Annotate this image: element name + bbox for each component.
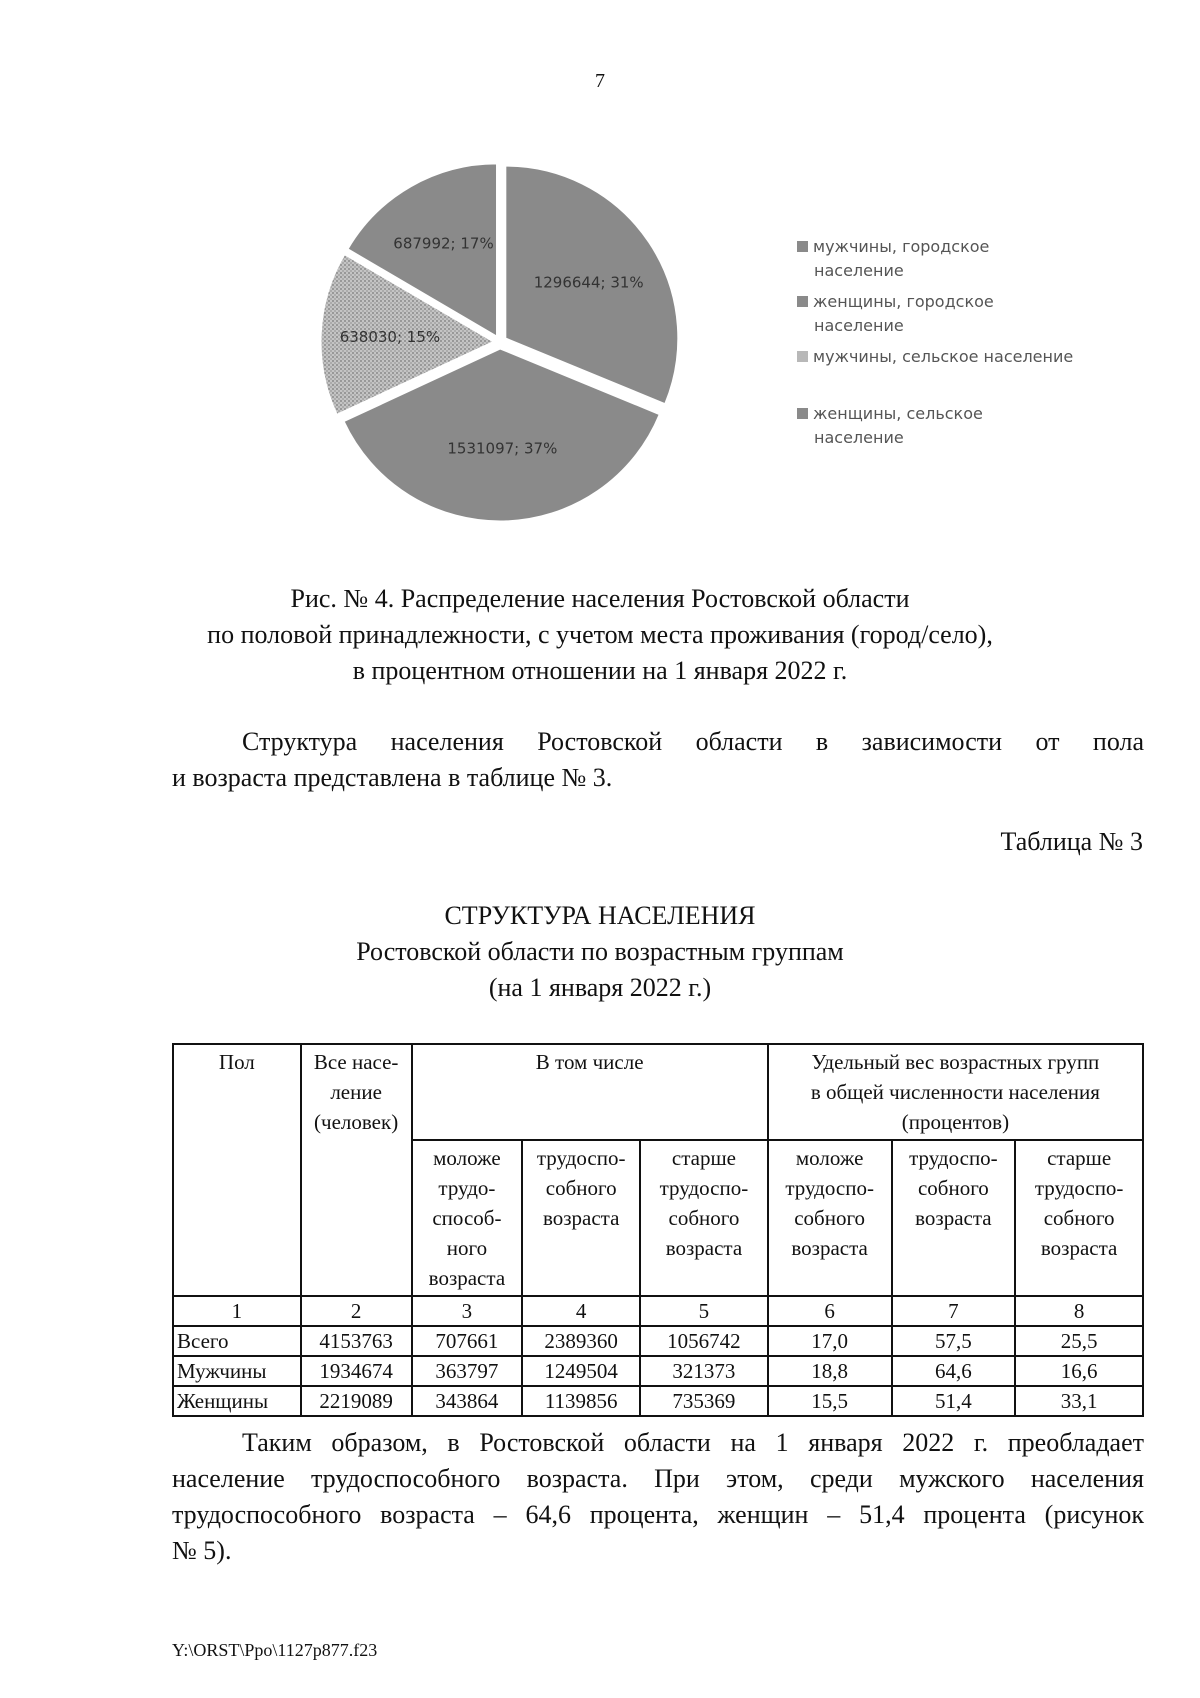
header-line: возраста	[542, 1206, 620, 1230]
legend-swatch-urban-men	[797, 241, 808, 252]
header-line: возраста	[915, 1206, 992, 1230]
header-line: ного	[446, 1236, 488, 1260]
table-cell: Женщины	[173, 1386, 301, 1416]
header-line: старше	[671, 1146, 736, 1170]
table-cell: 735369	[640, 1386, 768, 1416]
header-older	[640, 1140, 768, 1296]
legend-swatch-rural-men	[797, 351, 808, 362]
legend-item-urban-men	[797, 235, 1127, 283]
header-total	[301, 1044, 412, 1296]
table-cell: 57,5	[892, 1326, 1016, 1356]
header-line: моложе	[433, 1146, 501, 1170]
column-number: 3	[412, 1296, 523, 1326]
table-cell: 1934674	[301, 1356, 412, 1386]
legend-swatch-urban-women	[797, 296, 808, 307]
header-line: возраста	[1040, 1236, 1118, 1260]
paragraph-1-line-2: и возраста представлена в таблице № 3.	[172, 763, 613, 792]
pie-chart	[300, 160, 700, 560]
table-label: Таблица № 3	[1000, 827, 1143, 856]
legend-label-line2: население	[814, 428, 904, 447]
header-line: трудоспо-	[785, 1176, 874, 1200]
table-cell: 64,6	[892, 1356, 1016, 1386]
header-line: трудоспо-	[536, 1146, 626, 1170]
table-cell: 2389360	[522, 1326, 640, 1356]
legend-swatch-rural-women	[797, 408, 808, 419]
header-line: возраста	[428, 1266, 506, 1290]
legend-label: мужчины, городское	[813, 237, 990, 256]
legend-label-line2: население	[814, 316, 904, 335]
header-share-line: в общей численности населения	[810, 1080, 1100, 1104]
header-total-line: (человек)	[314, 1110, 399, 1134]
pie-slice-label: 638030; 15%	[339, 327, 441, 346]
figure-caption-line-2: по половой принадлежности, с учетом места проживания (город/село),	[207, 620, 993, 649]
table-cell: 1249504	[522, 1356, 640, 1386]
paragraph-2-line-1: Таким образом, в Ростовской области на 1 января 2022 г. преобладает	[242, 1428, 1144, 1457]
header-working	[522, 1140, 640, 1296]
paragraph-2-line-4: № 5).	[172, 1536, 232, 1565]
legend-item-rural-women	[797, 402, 1127, 450]
column-number: 6	[768, 1296, 892, 1326]
table-row	[173, 1356, 1143, 1386]
header-line: трудоспо-	[1034, 1176, 1124, 1200]
header-line: собного	[917, 1176, 989, 1200]
column-number: 5	[640, 1296, 768, 1326]
pie-slice-label: 687992; 17%	[393, 234, 494, 253]
header-line: моложе	[795, 1146, 864, 1170]
header-total-line: ление	[330, 1080, 382, 1104]
pie-slice-label: 1296644; 31%	[533, 273, 644, 292]
header-line: собного	[794, 1206, 866, 1230]
file-path-footer: Y:\ORST\Ppo\1127p877.f23	[172, 1640, 378, 1660]
table-row	[173, 1326, 1143, 1356]
legend-label: женщины, городское	[813, 292, 994, 311]
figure-caption-line-1: Рис. № 4. Распределение населения Ростовской области	[290, 584, 910, 613]
table-cell: Всего	[173, 1326, 301, 1356]
table-cell: 343864	[412, 1386, 523, 1416]
table-cell: 363797	[412, 1356, 523, 1386]
table-cell: 707661	[412, 1326, 523, 1356]
header-sex: Пол	[173, 1044, 301, 1296]
legend-item-urban-women	[797, 290, 1127, 338]
header-share-line: Удельный вес возрастных групп	[811, 1050, 1100, 1074]
table-cell: 1056742	[640, 1326, 768, 1356]
header-line: способ-	[432, 1206, 502, 1230]
legend-label: женщины, сельское	[813, 404, 983, 423]
figure-caption-line-3: в процентном отношении на 1 января 2022 г.	[352, 656, 848, 685]
column-number: 8	[1015, 1296, 1143, 1326]
table-cell: 15,5	[768, 1386, 892, 1416]
header-working-pct	[892, 1140, 1016, 1296]
table-cell: Мужчины	[173, 1356, 301, 1386]
pie-chart-svg	[300, 160, 700, 560]
paragraph-2-line-3: трудоспособного возраста – 64,6 процента, женщин – 51,4 процента (рисунок	[172, 1500, 1144, 1529]
header-line: трудоспо-	[659, 1176, 749, 1200]
header-including: В том числе	[412, 1044, 768, 1140]
header-line: собного	[545, 1176, 617, 1200]
population-structure-table	[172, 1043, 1144, 1417]
table-cell: 4153763	[301, 1326, 412, 1356]
column-number-row	[173, 1296, 1143, 1326]
table-title: СТРУКТУРА НАСЕЛЕНИЯ	[444, 901, 756, 930]
header-share	[768, 1044, 1143, 1140]
header-line: возраста	[791, 1236, 868, 1260]
table-cell: 1139856	[522, 1386, 640, 1416]
table-subtitle: Ростовской области по возрастным группам	[356, 937, 844, 966]
column-number: 7	[892, 1296, 1016, 1326]
table-cell: 18,8	[768, 1356, 892, 1386]
table-row	[173, 1386, 1143, 1416]
header-line: собного	[668, 1206, 740, 1230]
header-total-line: Все насе-	[313, 1050, 399, 1074]
header-older-pct	[1015, 1140, 1143, 1296]
table-cell: 321373	[640, 1356, 768, 1386]
paragraph-2-line-2: население трудоспособного возраста. При этом, среди мужского населения	[172, 1464, 1144, 1493]
header-young	[412, 1140, 523, 1296]
page-number: 7	[595, 70, 605, 92]
pie-slice-label: 1531097; 37%	[447, 439, 558, 458]
table-date: (на 1 января 2022 г.)	[488, 973, 712, 1002]
paragraph-1-line-1: Структура населения Ростовской области в зависимости от пола	[242, 727, 1144, 756]
header-young-pct	[768, 1140, 892, 1296]
column-number: 4	[522, 1296, 640, 1326]
column-number: 2	[301, 1296, 412, 1326]
header-line: возраста	[665, 1236, 743, 1260]
table-cell: 33,1	[1015, 1386, 1143, 1416]
legend-item-rural-men	[797, 345, 1127, 369]
header-line: трудо-	[438, 1176, 496, 1200]
table-cell: 17,0	[768, 1326, 892, 1356]
legend-label: мужчины, сельское население	[813, 347, 1074, 366]
table-cell: 2219089	[301, 1386, 412, 1416]
legend-label-line2: население	[814, 261, 904, 280]
header-line: старше	[1047, 1146, 1112, 1170]
header-share-line: (процентов)	[901, 1110, 1010, 1134]
table-cell: 16,6	[1015, 1356, 1143, 1386]
column-number: 1	[173, 1296, 301, 1326]
header-line: трудоспо-	[909, 1146, 998, 1170]
table-cell: 25,5	[1015, 1326, 1143, 1356]
header-line: собного	[1043, 1206, 1115, 1230]
table-cell: 51,4	[892, 1386, 1016, 1416]
